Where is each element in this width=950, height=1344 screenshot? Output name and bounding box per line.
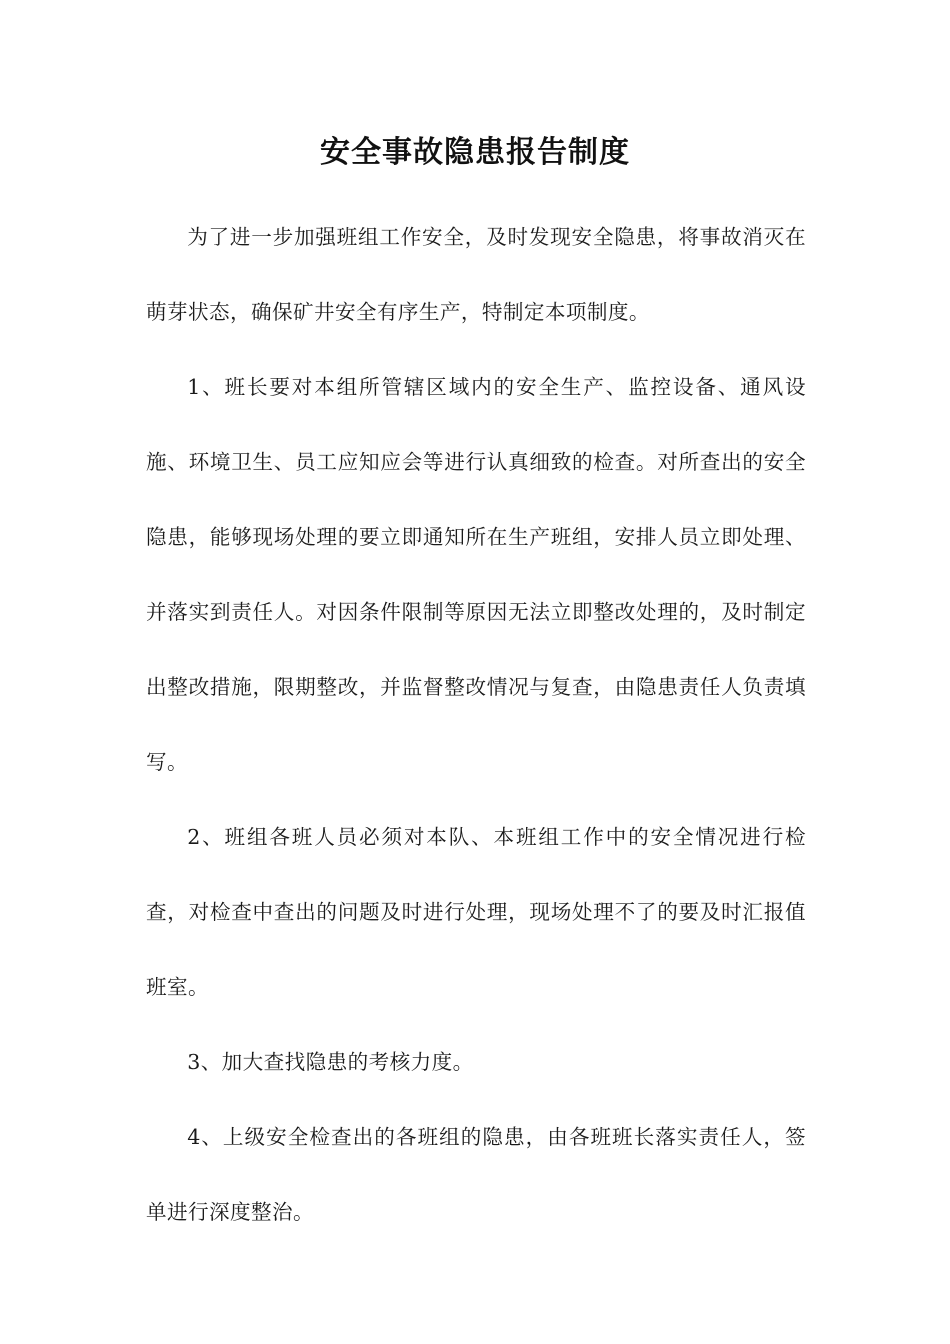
paragraph-item-2: 2、班组各班人员必须对本队、本班组工作中的安全情况进行检查，对检查中查出的问题及时进行处理，现场处理不了的要及时汇报值班室。 [146, 825, 806, 999]
document-title: 安全事故隐患报告制度 [320, 135, 630, 170]
document-body [146, 200, 806, 1250]
paragraph-item-3: 3、加大查找隐患的考核力度。 [187, 1050, 474, 1074]
paragraph-intro: 为了进一步加强班组工作安全，及时发现安全隐患，将事故消灭在萌芽状态，确保矿井安全有序生产，特制定本项制度。 [146, 225, 806, 324]
paragraph-item-1: 1、班长要对本组所管辖区域内的安全生产、监控设备、通风设施、环境卫生、员工应知应会等进行认真细致的检查。对所查出的安全隐患，能够现场处理的要立即通知所在生产班组，安排人员立即处理、并落实到责任人。对因条件限制等原因无法立即整改处理的，及时制定出整改措施，限期整改，并监督整改情况与复查，由隐患责任人负责填写。 [146, 375, 806, 774]
paragraph-item-4: 4、上级安全检查出的各班组的隐患，由各班班长落实责任人，签单进行深度整治。 [146, 1125, 806, 1224]
